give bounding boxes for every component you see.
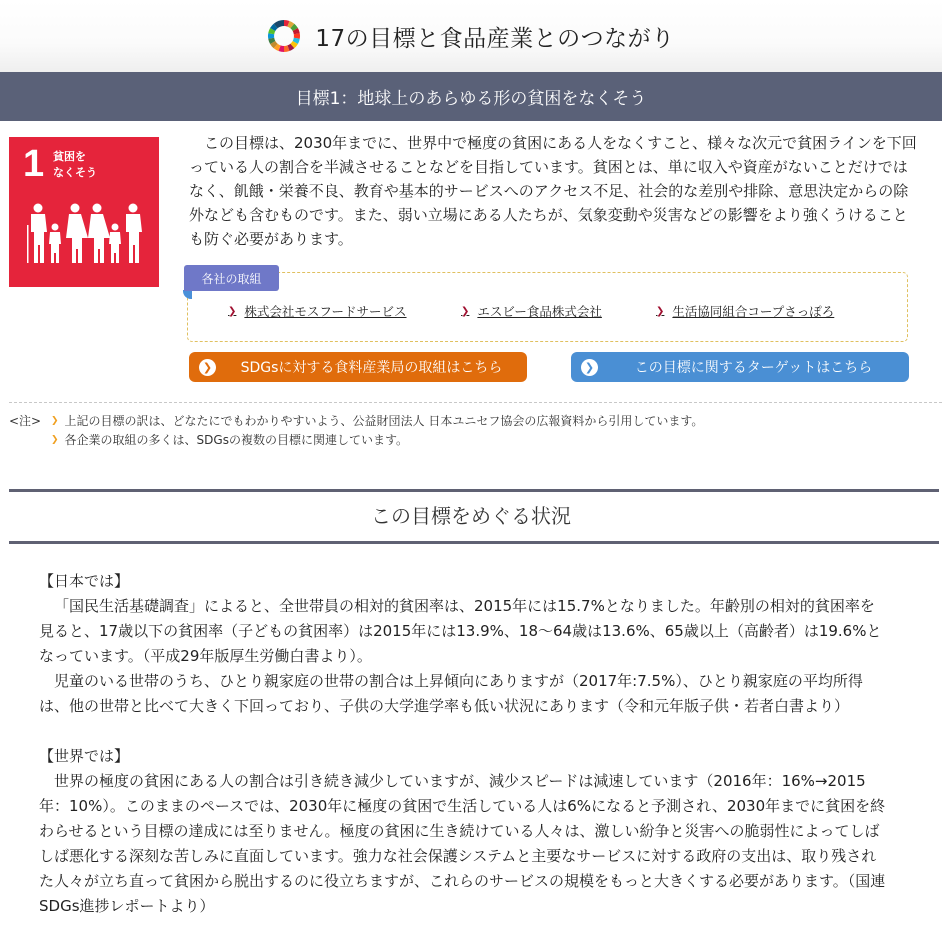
- chevron-right-icon: ❯: [51, 435, 59, 445]
- company-link-mos-food[interactable]: [228, 302, 407, 320]
- note-item: [51, 412, 703, 431]
- goal-description: この目標は、2030年までに、世界中で極度の貧困にある人をなくすこと、様々な次元で貧困ラインを下回っている人の割合を半減させることなどを目指しています。貧困とは、単に収入や資産がないことだけではなく、飢餓・栄養不良、教育や基本的サービスへのアクセス不足、社会的な差別や排除、意思決定からの除外なども含むものです。また、弱い立場にある人たちが、気象変動や災害などの影響をより強くうけることも防ぐ必要があります。: [189, 134, 917, 248]
- targets-button[interactable]: [571, 352, 909, 382]
- targets-button-label: この目標に関するターゲットはこちら: [634, 360, 873, 376]
- note-text: 上記の目標の訳は、どなたにでもわかりやすいよう、公益財団法人 日本ユニセフ協会の広報資料から引用しています。: [64, 414, 704, 428]
- chevron-circle-right-icon: ❯: [581, 359, 598, 376]
- chevron-right-icon: ❯: [51, 416, 59, 426]
- goal-tile: [9, 137, 159, 287]
- section-rule-bottom: [9, 541, 939, 544]
- notes-tag: <注>: [9, 414, 42, 428]
- chevron-circle-right-icon: ❯: [199, 359, 216, 376]
- company-link-label: エスビー食品株式会社: [477, 304, 602, 319]
- goal-tile-label-line1: 貧困を: [53, 150, 86, 163]
- goal-header: 目標1：地球上のあらゆる形の貧困をなくそう: [0, 72, 942, 121]
- company-link-sb-foods[interactable]: [461, 302, 602, 320]
- chevron-right-icon: ❯: [656, 305, 665, 317]
- japan-paragraph: 「国民生活基礎調査」によると、全世帯員の相対的貧困率は、2015年には15.7%となりました。年齢別の相対的貧困率を見ると、17歳以下の貧困率（子どもの貧困率）は2015年には13.9%、18～64歳は13.6%、65歳以上（高齢者）は19.6%となっています。（平成29年版厚生労働白書より）。: [39, 597, 882, 665]
- company-links: [0, 302, 942, 322]
- family-icon: [25, 203, 143, 265]
- page-title: 17の目標と食品産業とのつながり: [315, 25, 675, 52]
- divider: [9, 402, 942, 403]
- japan-heading: 【日本では】: [39, 572, 130, 590]
- company-link-label: 生活協同組合コープさっぽろ: [672, 304, 835, 319]
- sdgs-initiatives-button[interactable]: [189, 352, 527, 382]
- goal-tile-label: [53, 149, 97, 181]
- situation-body: [39, 569, 889, 919]
- notes-list: [51, 412, 703, 450]
- companies-tab: 各社の取組: [184, 265, 279, 291]
- note-text: 各企業の取組の多くは、SDGsの複数の目標に関連しています。: [64, 433, 408, 447]
- goal-tile-label-line2: なくそう: [53, 166, 97, 179]
- sdgs-wheel-icon: [267, 19, 301, 53]
- note-item: [51, 431, 703, 450]
- goal-number: 1: [23, 143, 45, 185]
- sdgs-initiatives-button-label: SDGsに対する食料産業局の取組はこちら: [240, 360, 503, 376]
- section-title: この目標をめぐる状況: [371, 504, 571, 528]
- company-link-label: 株式会社モスフードサービス: [244, 304, 407, 319]
- world-heading: 【世界では】: [39, 747, 130, 765]
- japan-paragraph: 児童のいる世帯のうち、ひとり親家庭の世帯の割合は上昇傾向にありますが（2017年:7.5%）、ひとり親家庭の平均所得は、他の世帯と比べて大きく下回っており、子供の大学進学率も低い状況にあります（令和元年版子供・若者白書より）: [39, 672, 863, 715]
- company-link-coop-sapporo[interactable]: [656, 302, 834, 320]
- companies-tab-accent: [183, 290, 192, 299]
- page-header: [0, 0, 942, 72]
- chevron-right-icon: ❯: [461, 305, 470, 317]
- chevron-right-icon: ❯: [228, 305, 237, 317]
- notes: [9, 412, 703, 450]
- spacer: [39, 719, 889, 744]
- world-paragraph: 世界の極度の貧困にある人の割合は引き続き減少していますが、減少スピードは減速しています（2016年：16%→2015年：10%）。このままのペースでは、2030年に極度の貧困で生活している人は6%になると予測され、2030年までに貧困を終わらせるという目標の達成には至りません。極度の貧困に生き続けている人々は、激しい紛争と災害への脆弱性によってしばしば悪化する深刻な苦しみに直面しています。強力な社会保護システムと主要なサービスに対する政府の支出は、取り残された人々が立ち直って貧困から脱出するのに役立ちますが、これらのサービスの規模をもっと大きくする必要があります。（国連SDGs進捗レポートより）: [39, 772, 886, 915]
- section-rule-top: [9, 489, 939, 492]
